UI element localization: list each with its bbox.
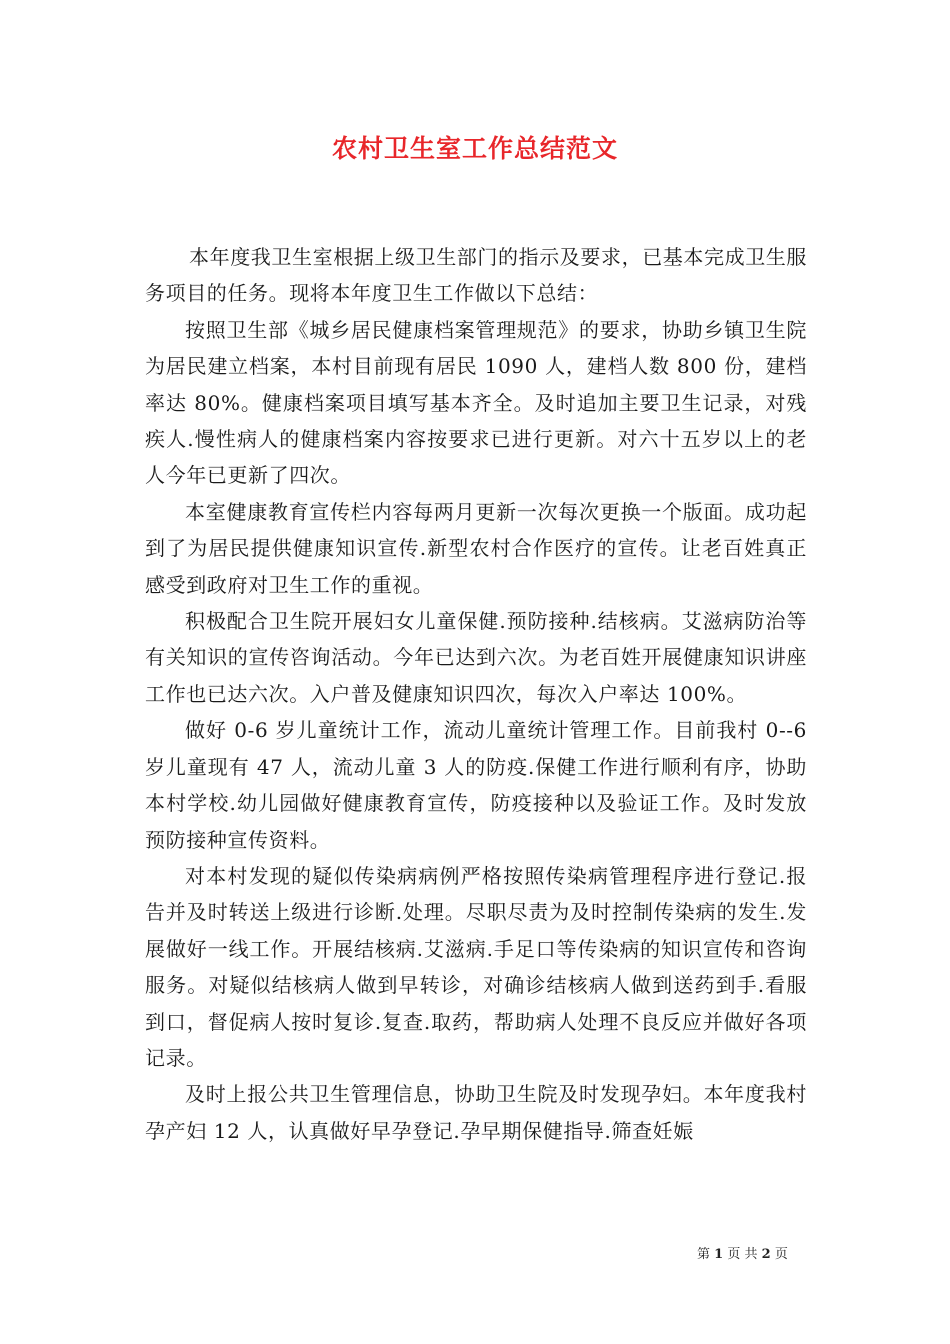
page-number-footer bbox=[697, 1247, 788, 1263]
footer-total-pages: 2 bbox=[761, 1247, 771, 1262]
footer-middle: 页 共 bbox=[727, 1247, 758, 1262]
footer-current-page: 1 bbox=[714, 1247, 724, 1262]
footer-prefix: 第 bbox=[697, 1247, 711, 1262]
paragraph-maternal-child-health: 积极配合卫生院开展妇女儿童保健.预防接种.结核病。艾滋病防治等有关知识的宣传咨询活动。今年已达到六次。为老百姓开展健康知识讲座工作也已达六次。入户普及健康知识四次，每次入户率达 100%。 bbox=[145, 609, 807, 706]
document-title: 农村卫生室工作总结范文 bbox=[331, 134, 618, 163]
paragraph-infectious-disease: 对本村发现的疑似传染病病例严格按照传染病管理程序进行登记.报告并及时转送上级进行诊断.处理。尽职尽责为及时控制传染病的发生.发展做好一线工作。开展结核病.艾滋病.手足口等传染病的知识宣传和咨询服务。对疑似结核病人做到早转诊，对确诊结核病人做到送药到手.看服到口，督促病人按时复诊.复查.取药，帮助病人处理不良反应并做好各项记录。 bbox=[145, 863, 807, 1070]
paragraph-health-records: 按照卫生部《城乡居民健康档案管理规范》的要求，协助乡镇卫生院为居民建立档案，本村目前现有居民 1090 人，建档人数 800 份，建档率达 80%。健康档案项目填写基本齐全。及时追加主要卫生记录，对残疾人.慢性病人的健康档案内容按要求已进行更新。对六十五岁以上的老人今年已更新了四次。 bbox=[145, 317, 807, 488]
footer-suffix: 页 bbox=[774, 1247, 788, 1262]
paragraph-child-statistics: 做好 0-6 岁儿童统计工作，流动儿童统计管理工作。目前我村 0--6 岁儿童现有 47 人，流动儿童 3 人的防疫.保健工作进行顺利有序，协助本村学校.幼儿园做好健康教育宣传，防疫接种以及验证工作。及时发放预防接种宣传资料。 bbox=[145, 718, 807, 852]
document-body bbox=[145, 239, 807, 1149]
paragraph-intro: 本年度我卫生室根据上级卫生部门的指示及要求，已基本完成卫生服务项目的任务。现将本年度卫生工作做以下总结： bbox=[145, 245, 807, 306]
paragraph-public-health-info: 及时上报公共卫生管理信息，协助卫生院及时发现孕妇。本年度我村孕产妇 12 人，认真做好早孕登记.孕早期保健指导.筛查妊娠 bbox=[145, 1082, 807, 1143]
paragraph-health-education: 本室健康教育宣传栏内容每两月更新一次每次更换一个版面。成功起到了为居民提供健康知识宣传.新型农村合作医疗的宣传。让老百姓真正感受到政府对卫生工作的重视。 bbox=[145, 499, 807, 597]
